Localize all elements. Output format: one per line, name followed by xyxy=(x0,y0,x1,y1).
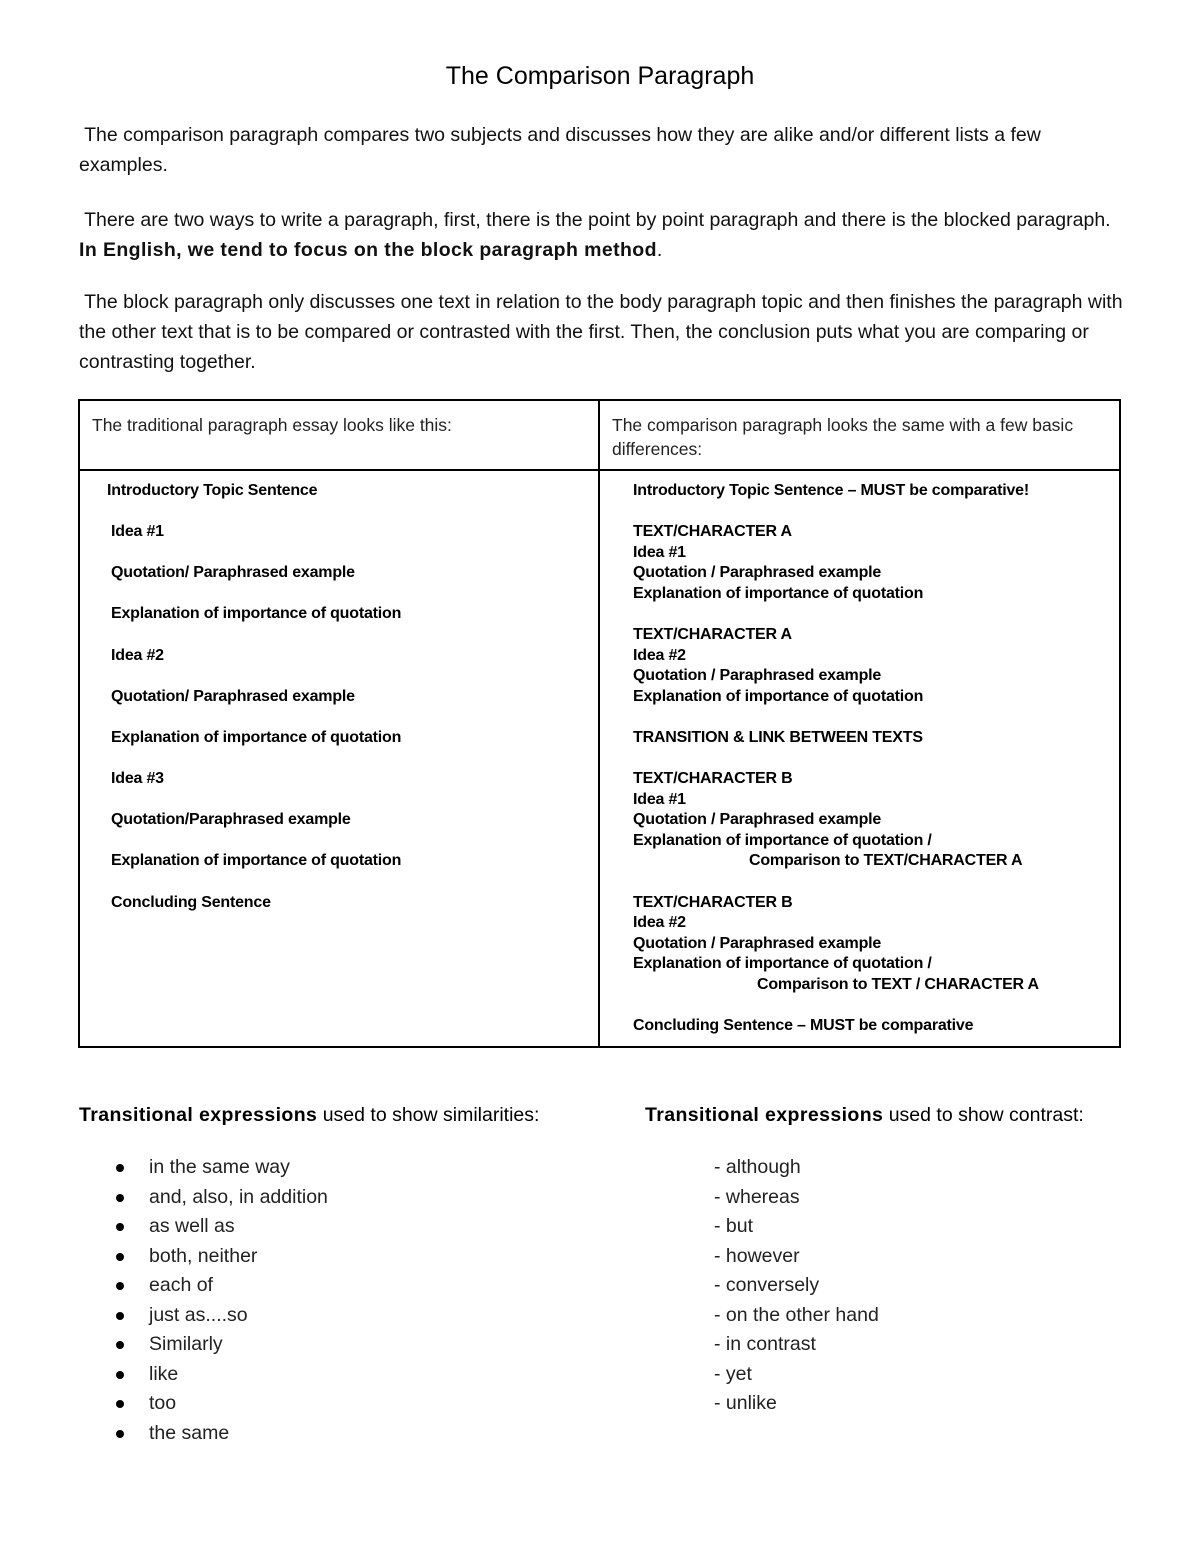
intro-paragraph xyxy=(79,120,1129,180)
list-item: Comparison to TEXT / CHARACTER A xyxy=(757,976,1039,993)
bullet-icon xyxy=(116,1223,124,1231)
list-item: Concluding Sentence xyxy=(111,894,271,911)
contrast-heading-bold: Transitional expressions xyxy=(645,1104,884,1126)
list-item-text: just as....so xyxy=(149,1303,248,1326)
list-item-text: like xyxy=(149,1362,179,1385)
list-item: - conversely xyxy=(714,1274,820,1296)
list-item: Quotation / Paraphrased example xyxy=(633,564,882,581)
list-item xyxy=(79,1212,328,1242)
list-item-text: in the same way xyxy=(149,1156,290,1178)
list-item: Comparison to TEXT/CHARACTER A xyxy=(749,852,1023,869)
list-item: Quotation / Paraphrased example xyxy=(633,667,882,684)
list-item: TEXT/CHARACTER B xyxy=(633,894,793,911)
bullet-icon xyxy=(116,1371,124,1379)
list-item: - on the other hand xyxy=(714,1303,879,1326)
list-item: - unlike xyxy=(714,1392,777,1414)
list-item: Quotation / Paraphrased example xyxy=(633,935,882,952)
list-item-text: the same xyxy=(149,1421,230,1444)
list-item: Explanation of importance of quotation xyxy=(633,688,924,705)
list-item: - yet xyxy=(714,1362,752,1385)
list-item: Quotation/ Paraphrased example xyxy=(111,688,355,705)
list-item: Explanation of importance of quotation xyxy=(111,729,402,746)
list-item: - although xyxy=(714,1156,801,1178)
list-item: Explanation of importance of quotation xyxy=(111,852,402,869)
list-item: Explanation of importance of quotation xyxy=(111,605,402,622)
list-item-text: Similarly xyxy=(149,1333,223,1355)
list-item: - however xyxy=(714,1244,800,1267)
list-item: Concluding Sentence – MUST be comparative xyxy=(633,1017,974,1034)
list-item xyxy=(79,1301,328,1331)
list-item: Explanation of importance of quotation / xyxy=(633,955,932,972)
list-item xyxy=(79,1183,328,1213)
list-item: Idea #3 xyxy=(111,770,164,787)
list-item: TEXT/CHARACTER A xyxy=(633,523,792,540)
list-item: TRANSITION & LINK BETWEEN TEXTS xyxy=(633,729,923,746)
bullet-icon xyxy=(116,1430,124,1438)
page-title: The Comparison Paragraph xyxy=(445,62,755,90)
list-item-text: both, neither xyxy=(149,1244,258,1267)
bullet-icon xyxy=(116,1341,124,1349)
list-item xyxy=(79,1419,328,1449)
similarities-heading-rest: used to show similarities: xyxy=(317,1104,540,1126)
intro-paragraph-text: The comparison paragraph compares two subjects and discusses how they are alike and/or different lists a few examples. xyxy=(79,124,1041,176)
methods-paragraph-text: There are two ways to write a paragraph, first, there is the point by point paragraph and there is the blocked paragraph. xyxy=(84,209,1111,231)
contrast-heading xyxy=(645,1101,1084,1129)
list-item-text: as well as xyxy=(149,1215,235,1237)
methods-paragraph-end: . xyxy=(656,239,663,261)
comparison-structure-cell xyxy=(599,470,1120,1047)
bullet-icon xyxy=(116,1282,124,1290)
list-item: Introductory Topic Sentence – MUST be comparative! xyxy=(633,482,1030,499)
list-item: Idea #2 xyxy=(633,647,686,664)
bullet-icon xyxy=(116,1400,124,1408)
list-item-text: and, also, in addition xyxy=(149,1185,328,1208)
block-paragraph xyxy=(79,287,1129,377)
table-header-right: The comparison paragraph looks the same with a few basic differences: xyxy=(599,400,1120,470)
list-item: TEXT/CHARACTER A xyxy=(633,626,792,643)
list-item: TEXT/CHARACTER B xyxy=(633,770,793,787)
list-item: Explanation of importance of quotation / xyxy=(633,832,932,849)
list-item: Quotation / Paraphrased example xyxy=(633,811,882,828)
similarities-heading-bold: Transitional expressions xyxy=(79,1104,318,1126)
list-item-text: each of xyxy=(149,1274,213,1296)
contrast-heading-rest: used to show contrast: xyxy=(883,1104,1084,1126)
list-item xyxy=(79,1389,328,1419)
bullet-icon xyxy=(116,1312,124,1320)
methods-paragraph xyxy=(79,205,1129,265)
similarities-list xyxy=(79,1153,328,1448)
list-item: Introductory Topic Sentence xyxy=(107,482,318,499)
list-item: - in contrast xyxy=(714,1333,816,1355)
similarities-heading xyxy=(79,1101,539,1129)
block-paragraph-text: The block paragraph only discusses one text in relation to the body paragraph topic and then finishes the paragraph with the other text that is to be compared or contrasted with the first. Then, the conclusion puts what you are comparing or contrasting together. xyxy=(79,291,1123,373)
bullet-icon xyxy=(116,1194,124,1202)
list-item xyxy=(79,1242,328,1272)
bullet-icon xyxy=(116,1164,124,1172)
list-item: Quotation/ Paraphrased example xyxy=(111,564,355,581)
table-header-left: The traditional paragraph essay looks like this: xyxy=(79,400,599,470)
list-item: - whereas xyxy=(714,1185,800,1208)
list-item xyxy=(79,1360,328,1390)
list-item: Idea #2 xyxy=(633,914,686,931)
list-item: Idea #1 xyxy=(111,523,164,540)
list-item: Idea #2 xyxy=(111,647,164,664)
list-item: - but xyxy=(714,1215,754,1237)
comparison-table xyxy=(78,399,1121,1048)
contrast-list xyxy=(714,1153,879,1419)
list-item: Quotation/Paraphrased example xyxy=(111,811,351,828)
list-item: Idea #1 xyxy=(633,544,686,561)
list-item xyxy=(79,1330,328,1360)
bullet-icon xyxy=(116,1253,124,1261)
list-item: Explanation of importance of quotation xyxy=(633,585,924,602)
list-item xyxy=(79,1271,328,1301)
methods-paragraph-emphasis: In English, we tend to focus on the block paragraph method xyxy=(79,239,657,261)
list-item-text: too xyxy=(149,1392,177,1414)
traditional-structure-cell xyxy=(79,470,599,1047)
list-item: Idea #1 xyxy=(633,791,686,808)
list-item xyxy=(79,1153,328,1183)
